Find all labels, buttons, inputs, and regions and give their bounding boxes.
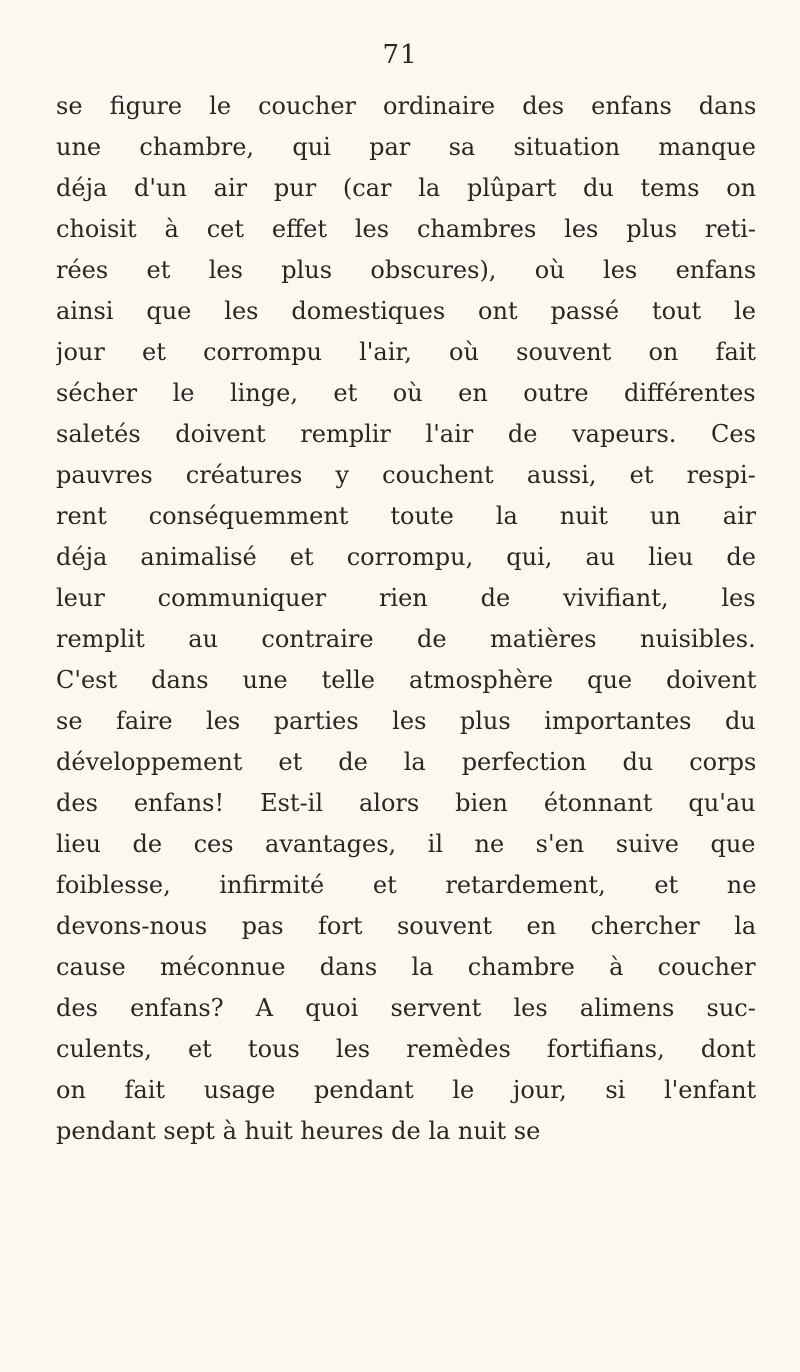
text-line: culents, et tous les remèdes fortifians, dont [56, 1035, 756, 1063]
text-line: lieu de ces avantages, il ne s'en suive que [56, 830, 756, 858]
text-line: C'est dans une telle atmosphère que doivent [56, 666, 756, 694]
text-line: choisit à cet effet les chambres les plus reti- [56, 215, 756, 243]
text-line: jour et corrompu l'air, où souvent on fait [56, 338, 756, 366]
text-line: on fait usage pendant le jour, si l'enfant [56, 1076, 756, 1104]
text-line: saletés doivent remplir l'air de vapeurs. Ces [56, 420, 756, 448]
text-line: développement et de la perfection du corps [56, 748, 756, 776]
text-line: cause méconnue dans la chambre à coucher [56, 953, 756, 981]
text-line: une chambre, qui par sa situation manque [56, 133, 756, 161]
text-line: rées et les plus obscures), où les enfans [56, 256, 756, 284]
text-line: se figure le coucher ordinaire des enfans dans [56, 92, 756, 120]
body-text [56, 86, 756, 1152]
text-line: remplit au contraire de matières nuisibles. [56, 625, 756, 653]
text-line: ainsi que les domestiques ont passé tout le [56, 297, 756, 325]
text-line: sécher le linge, et où en outre différentes [56, 379, 756, 407]
text-line: devons-nous pas fort souvent en chercher la [56, 912, 756, 940]
text-line: rent conséquemment toute la nuit un air [56, 502, 756, 530]
text-line: déja d'un air pur (car la plûpart du tems on [56, 174, 756, 202]
text-line: des enfans? A quoi servent les alimens suc- [56, 994, 756, 1022]
text-line: se faire les parties les plus importantes du [56, 707, 756, 735]
text-line: déja animalisé et corrompu, qui, au lieu de [56, 543, 756, 571]
page-number: 71 [382, 40, 418, 70]
text-line: des enfans! Est-il alors bien étonnant qu'au [56, 789, 756, 817]
text-line: foiblesse, infirmité et retardement, et ne [56, 871, 756, 899]
text-line: leur communiquer rien de vivifiant, les [56, 584, 756, 612]
text-line: pauvres créatures y couchent aussi, et respi- [56, 461, 756, 489]
text-line: pendant sept à huit heures de la nuit se [56, 1117, 541, 1145]
